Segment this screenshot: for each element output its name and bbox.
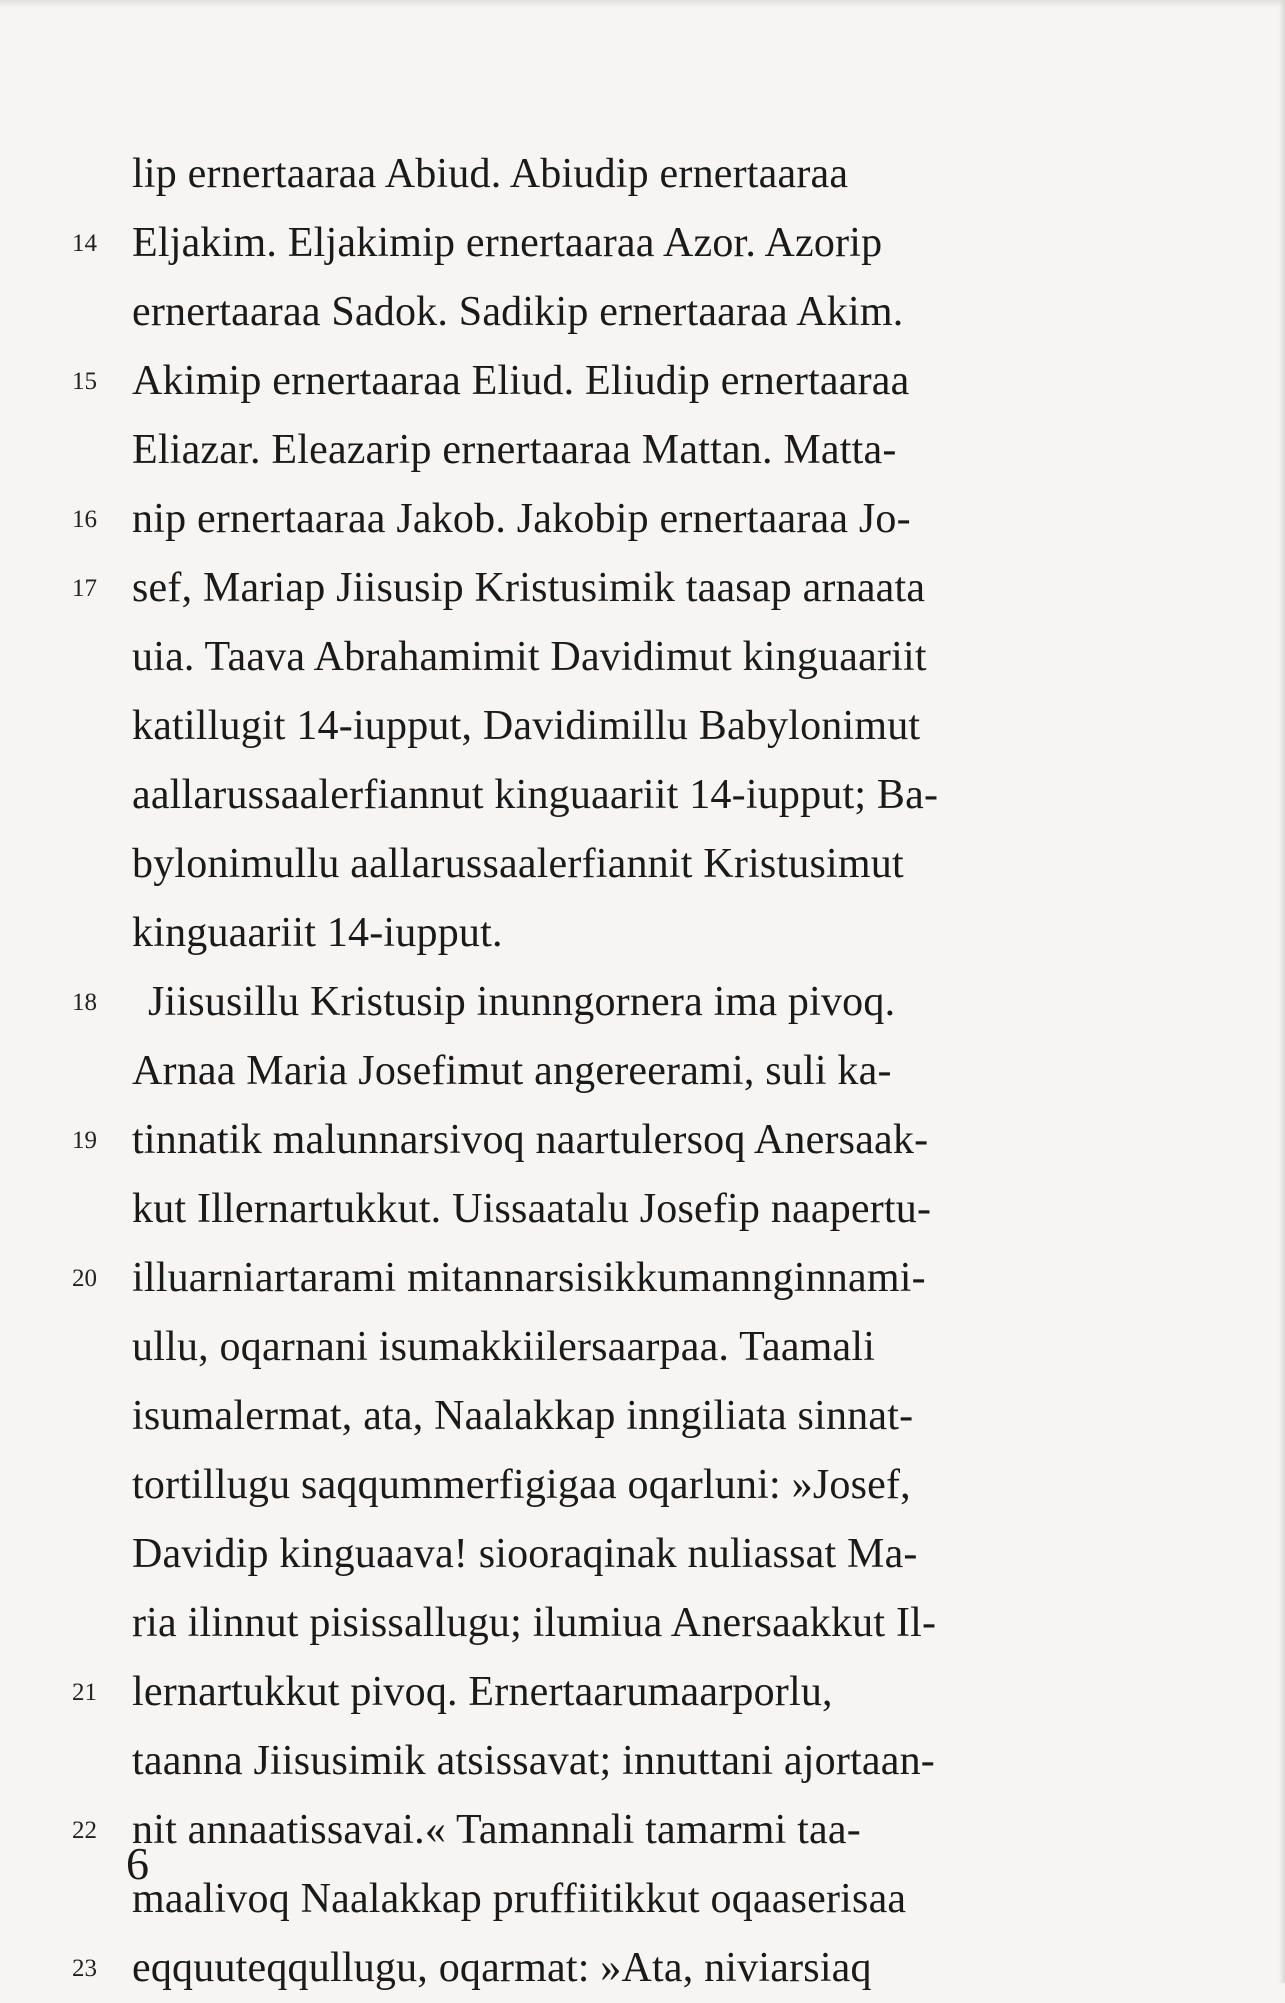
text-line xyxy=(0,347,1285,416)
text-line xyxy=(0,761,1285,830)
text-line xyxy=(0,1451,1285,1520)
line-text: lip ernertaaraa Abiud. Abiudip ernertaaraa xyxy=(132,151,849,197)
text-line xyxy=(0,1106,1285,1175)
body-text xyxy=(0,140,1285,2003)
line-text: illuarniartarami mitannarsisikkumannginnami- xyxy=(132,1255,926,1301)
verse-number: 23 xyxy=(72,1955,97,1982)
line-text: Eliazar. Eleazarip ernertaaraa Mattan. Matta- xyxy=(132,427,897,473)
page-top-shadow xyxy=(0,0,1285,8)
line-text: katillugit 14-iupput, Davidimillu Babylonimut xyxy=(132,703,921,749)
verse-number: 19 xyxy=(72,1127,97,1154)
line-text: isumalermat, ata, Naalakkap inngiliata sinnat- xyxy=(132,1393,914,1439)
text-line xyxy=(0,1175,1285,1244)
line-text: maalivoq Naalakkap pruffiitikkut oqaaserisaa xyxy=(132,1876,907,1922)
line-text: taanna Jiisusimik atsissavat; innuttani ajortaan- xyxy=(132,1738,935,1784)
text-line xyxy=(0,1037,1285,1106)
line-text: ria ilinnut pisissallugu; ilumiua Anersaakkut Il- xyxy=(132,1600,937,1646)
verse-number: 20 xyxy=(72,1265,97,1292)
line-text: eqquuteqqullugu, oqarmat: »Ata, niviarsiaq xyxy=(132,1945,872,1991)
text-line xyxy=(0,1589,1285,1658)
line-text: Eljakim. Eljakimip ernertaaraa Azor. Azorip xyxy=(132,220,883,266)
verse-number: 18 xyxy=(72,989,97,1016)
line-text: tortillugu saqqummerfigigaa oqarluni: »Josef, xyxy=(132,1462,911,1508)
line-text: Davidip kinguaava! siooraqinak nuliassat Ma- xyxy=(132,1531,918,1577)
text-line xyxy=(0,1313,1285,1382)
line-text: Akimip ernertaaraa Eliud. Eliudip ernertaaraa xyxy=(132,358,910,404)
line-text: nip ernertaaraa Jakob. Jakobip ernertaaraa Jo- xyxy=(132,496,911,542)
line-text: bylonimullu aallarussaalerfiannit Kristusimut xyxy=(132,841,904,887)
text-line xyxy=(0,1658,1285,1727)
text-line xyxy=(0,485,1285,554)
text-line xyxy=(0,623,1285,692)
verse-number: 15 xyxy=(72,368,97,395)
verse-number: 17 xyxy=(72,575,97,602)
text-line xyxy=(0,1382,1285,1451)
line-text: ullu, oqarnani isumakkiilersaarpaa. Taamali xyxy=(132,1324,876,1370)
line-text: Arnaa Maria Josefimut angereerami, suli ka- xyxy=(132,1048,892,1094)
page-edge-shadow xyxy=(1279,0,1285,1983)
verse-number: 16 xyxy=(72,506,97,533)
text-line xyxy=(0,554,1285,623)
text-line xyxy=(0,1934,1285,2003)
text-line xyxy=(0,1727,1285,1796)
text-line xyxy=(0,209,1285,278)
text-line xyxy=(0,968,1285,1037)
verse-number: 22 xyxy=(72,1817,97,1844)
line-text: kut Illernartukkut. Uissaatalu Josefip naapertu- xyxy=(132,1186,932,1232)
line-text: uia. Taava Abrahamimit Davidimut kinguaariit xyxy=(132,634,927,680)
text-line xyxy=(0,1865,1285,1934)
line-text: lernartukkut pivoq. Ernertaarumaarporlu, xyxy=(132,1669,833,1715)
text-line xyxy=(0,899,1285,968)
verse-number: 21 xyxy=(72,1679,97,1706)
text-line xyxy=(0,692,1285,761)
line-text: kinguaariit 14-iupput. xyxy=(132,910,503,956)
line-text: tinnatik malunnarsivoq naartulersoq Anersaak- xyxy=(132,1117,929,1163)
text-line xyxy=(0,416,1285,485)
verse-number: 14 xyxy=(72,230,97,257)
page-number: 6 xyxy=(126,1838,149,1889)
line-text: sef, Mariap Jiisusip Kristusimik taasap arnaata xyxy=(132,565,926,611)
line-text: ernertaaraa Sadok. Sadikip ernertaaraa Akim. xyxy=(132,289,904,335)
text-line xyxy=(0,1244,1285,1313)
text-line xyxy=(0,278,1285,347)
line-text: nit annaatissavai.« Tamannali tamarmi taa- xyxy=(132,1807,861,1853)
text-line xyxy=(0,1520,1285,1589)
text-line xyxy=(0,830,1285,899)
line-text: Jiisusillu Kristusip inunngornera ima pivoq. xyxy=(148,979,896,1025)
line-text: aallarussaalerfiannut kinguaariit 14-iupput; Ba- xyxy=(132,772,939,818)
text-line xyxy=(0,1796,1285,1865)
text-line xyxy=(0,140,1285,209)
